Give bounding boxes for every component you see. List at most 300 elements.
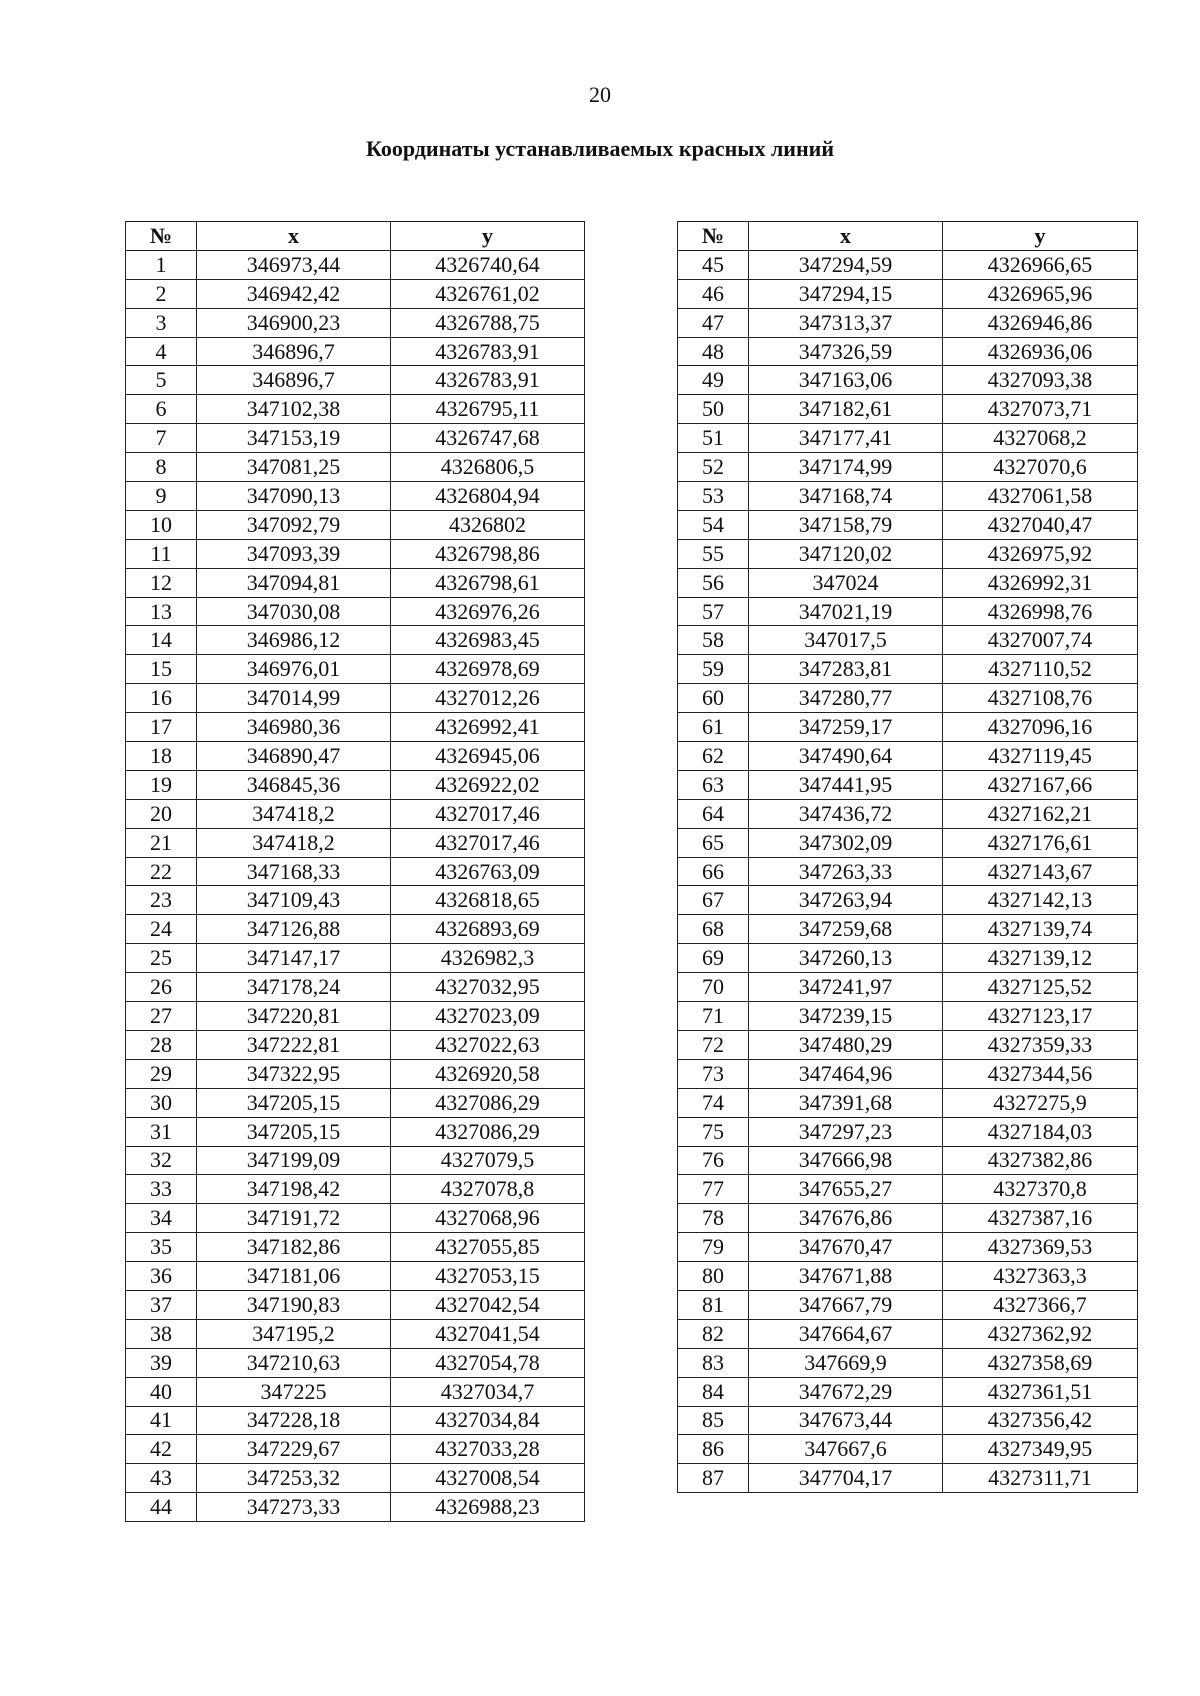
table-row: [126, 915, 585, 944]
cell-number: 56: [678, 568, 749, 597]
cell-y: 4327108,76: [943, 684, 1138, 713]
cell-y: 4326795,11: [391, 395, 585, 424]
cell-number: 9: [126, 482, 197, 511]
table-row: [126, 482, 585, 511]
table-row: [678, 684, 1138, 713]
cell-x: 347094,81: [197, 568, 391, 597]
cell-number: 10: [126, 510, 197, 539]
cell-number: 34: [126, 1204, 197, 1233]
cell-x: 347024: [749, 568, 943, 597]
table-row: [126, 1493, 585, 1522]
cell-number: 18: [126, 742, 197, 771]
page-number: 20: [589, 82, 611, 107]
cell-y: 4326763,09: [391, 857, 585, 886]
cell-x: 347655,27: [749, 1175, 943, 1204]
cell-number: 22: [126, 857, 197, 886]
cell-x: 347109,43: [197, 886, 391, 915]
cell-number: 37: [126, 1290, 197, 1319]
cell-number: 59: [678, 655, 749, 684]
cell-number: 39: [126, 1348, 197, 1377]
cell-number: 23: [126, 886, 197, 915]
cell-number: 48: [678, 337, 749, 366]
table-row: [678, 539, 1138, 568]
cell-number: 47: [678, 308, 749, 337]
cell-y: 4327358,69: [943, 1348, 1138, 1377]
cell-x: 347241,97: [749, 973, 943, 1002]
cell-number: 45: [678, 250, 749, 279]
table-row: [126, 308, 585, 337]
cell-number: 40: [126, 1377, 197, 1406]
cell-x: 346890,47: [197, 742, 391, 771]
cell-y: 4327366,7: [943, 1290, 1138, 1319]
table-row: [126, 250, 585, 279]
cell-x: 347322,95: [197, 1059, 391, 1088]
cell-number: 67: [678, 886, 749, 915]
cell-y: 4327017,46: [391, 799, 585, 828]
cell-number: 27: [126, 1002, 197, 1031]
table-row: [126, 1030, 585, 1059]
cell-y: 4327275,9: [943, 1088, 1138, 1117]
table-row: [126, 1348, 585, 1377]
table-row: [678, 857, 1138, 886]
cell-x: 347225: [197, 1377, 391, 1406]
cell-x: 347671,88: [749, 1262, 943, 1291]
table-row: [126, 886, 585, 915]
table-row: [678, 1204, 1138, 1233]
cell-x: 347181,06: [197, 1262, 391, 1291]
cell-x: 347480,29: [749, 1030, 943, 1059]
cell-y: 4327070,6: [943, 453, 1138, 482]
cell-x: 347205,15: [197, 1088, 391, 1117]
cell-y: 4327361,51: [943, 1377, 1138, 1406]
table-row: [126, 1290, 585, 1319]
cell-number: 72: [678, 1030, 749, 1059]
cell-x: 347090,13: [197, 482, 391, 511]
cell-number: 20: [126, 799, 197, 828]
cell-number: 30: [126, 1088, 197, 1117]
cell-x: 347153,19: [197, 424, 391, 453]
table-row: [126, 1464, 585, 1493]
cell-x: 347664,67: [749, 1319, 943, 1348]
table-row: [678, 713, 1138, 742]
table-row: [126, 279, 585, 308]
cell-x: 347263,33: [749, 857, 943, 886]
table-row: [678, 944, 1138, 973]
cell-x: 347120,02: [749, 539, 943, 568]
table-row: [126, 1262, 585, 1291]
table-row: [678, 1117, 1138, 1146]
cell-number: 65: [678, 828, 749, 857]
cell-number: 50: [678, 395, 749, 424]
cell-number: 15: [126, 655, 197, 684]
cell-y: 4327033,28: [391, 1435, 585, 1464]
table-row: [678, 568, 1138, 597]
cell-y: 4327139,74: [943, 915, 1138, 944]
cell-y: 4326988,23: [391, 1493, 585, 1522]
cell-number: 61: [678, 713, 749, 742]
cell-x: 347168,74: [749, 482, 943, 511]
column-header-x: x: [749, 222, 943, 251]
cell-y: 4327363,3: [943, 1262, 1138, 1291]
table-row: [678, 1464, 1138, 1493]
cell-y: 4326946,86: [943, 308, 1138, 337]
cell-x: 347669,9: [749, 1348, 943, 1377]
cell-number: 24: [126, 915, 197, 944]
table-row: [678, 1233, 1138, 1262]
table-row: [678, 655, 1138, 684]
table-row: [678, 1319, 1138, 1348]
cell-number: 11: [126, 539, 197, 568]
table-row: [678, 1290, 1138, 1319]
cell-x: 347259,68: [749, 915, 943, 944]
cell-x: 347313,37: [749, 308, 943, 337]
cell-number: 82: [678, 1319, 749, 1348]
cell-y: 4327359,33: [943, 1030, 1138, 1059]
table-row: [126, 366, 585, 395]
cell-number: 49: [678, 366, 749, 395]
cell-y: 4327369,53: [943, 1233, 1138, 1262]
table-row: [678, 510, 1138, 539]
table-row: [678, 366, 1138, 395]
cell-y: 4327079,5: [391, 1146, 585, 1175]
cell-y: 4326804,94: [391, 482, 585, 511]
cell-y: 4327012,26: [391, 684, 585, 713]
cell-number: 87: [678, 1464, 749, 1493]
cell-y: 4326945,06: [391, 742, 585, 771]
cell-number: 38: [126, 1319, 197, 1348]
cell-x: 347147,17: [197, 944, 391, 973]
table-row: [678, 799, 1138, 828]
cell-x: 347436,72: [749, 799, 943, 828]
column-header-number: №: [126, 222, 197, 251]
cell-number: 58: [678, 626, 749, 655]
cell-y: 4326975,92: [943, 539, 1138, 568]
table-row: [678, 973, 1138, 1002]
table-row: [678, 886, 1138, 915]
cell-y: 4326798,61: [391, 568, 585, 597]
cell-number: 86: [678, 1435, 749, 1464]
cell-y: 4326983,45: [391, 626, 585, 655]
table-row: [678, 1146, 1138, 1175]
cell-x: 347283,81: [749, 655, 943, 684]
table-row: [678, 626, 1138, 655]
cell-number: 63: [678, 770, 749, 799]
coordinates-table-left: [125, 221, 585, 1522]
cell-number: 16: [126, 684, 197, 713]
cell-x: 347190,83: [197, 1290, 391, 1319]
cell-x: 346896,7: [197, 337, 391, 366]
table-row: [678, 337, 1138, 366]
cell-number: 43: [126, 1464, 197, 1493]
table-row: [678, 1175, 1138, 1204]
cell-x: 347704,17: [749, 1464, 943, 1493]
cell-y: 4327162,21: [943, 799, 1138, 828]
cell-x: 347673,44: [749, 1406, 943, 1435]
table-row: [678, 1377, 1138, 1406]
table-row: [126, 1146, 585, 1175]
cell-number: 28: [126, 1030, 197, 1059]
cell-number: 78: [678, 1204, 749, 1233]
cell-number: 25: [126, 944, 197, 973]
cell-number: 81: [678, 1290, 749, 1319]
cell-number: 8: [126, 453, 197, 482]
cell-number: 55: [678, 539, 749, 568]
cell-y: 4327008,54: [391, 1464, 585, 1493]
cell-number: 44: [126, 1493, 197, 1522]
cell-y: 4326978,69: [391, 655, 585, 684]
cell-number: 66: [678, 857, 749, 886]
cell-y: 4327142,13: [943, 886, 1138, 915]
cell-x: 346976,01: [197, 655, 391, 684]
table-row: [678, 770, 1138, 799]
cell-number: 84: [678, 1377, 749, 1406]
column-header-y: y: [943, 222, 1138, 251]
cell-x: 346845,36: [197, 770, 391, 799]
cell-x: 347260,13: [749, 944, 943, 973]
cell-x: 347222,81: [197, 1030, 391, 1059]
cell-x: 347198,42: [197, 1175, 391, 1204]
cell-x: 347670,47: [749, 1233, 943, 1262]
cell-number: 46: [678, 279, 749, 308]
table-row: [678, 915, 1138, 944]
cell-number: 17: [126, 713, 197, 742]
table-row: [126, 684, 585, 713]
cell-number: 74: [678, 1088, 749, 1117]
table-row: [126, 973, 585, 1002]
cell-number: 70: [678, 973, 749, 1002]
cell-y: 4327034,84: [391, 1406, 585, 1435]
cell-x: 346980,36: [197, 713, 391, 742]
cell-y: 4327034,7: [391, 1377, 585, 1406]
page-title: Координаты устанавливаемых красных линий: [365, 136, 835, 161]
cell-y: 4326965,96: [943, 279, 1138, 308]
cell-x: 347391,68: [749, 1088, 943, 1117]
cell-y: 4326761,02: [391, 279, 585, 308]
cell-x: 347182,86: [197, 1233, 391, 1262]
table-row: [678, 1002, 1138, 1031]
cell-x: 346896,7: [197, 366, 391, 395]
table-row: [126, 1233, 585, 1262]
cell-y: 4327040,47: [943, 510, 1138, 539]
cell-y: 4327143,67: [943, 857, 1138, 886]
table-row: [678, 828, 1138, 857]
cell-number: 1: [126, 250, 197, 279]
cell-x: 347210,63: [197, 1348, 391, 1377]
cell-x: 347672,29: [749, 1377, 943, 1406]
cell-y: 4327387,16: [943, 1204, 1138, 1233]
cell-number: 14: [126, 626, 197, 655]
table-row: [678, 395, 1138, 424]
column-header-x: x: [197, 222, 391, 251]
cell-number: 68: [678, 915, 749, 944]
cell-x: 347030,08: [197, 597, 391, 626]
table-row: [678, 1435, 1138, 1464]
cell-y: 4327370,8: [943, 1175, 1138, 1204]
cell-x: 347259,17: [749, 713, 943, 742]
cell-x: 347093,39: [197, 539, 391, 568]
table-row: [126, 1175, 585, 1204]
table-row: [678, 597, 1138, 626]
table-row: [126, 713, 585, 742]
cell-y: 4327382,86: [943, 1146, 1138, 1175]
cell-x: 347021,19: [749, 597, 943, 626]
cell-y: 4327167,66: [943, 770, 1138, 799]
cell-x: 347126,88: [197, 915, 391, 944]
column-header-y: y: [391, 222, 585, 251]
cell-y: 4326798,86: [391, 539, 585, 568]
cell-x: 347294,15: [749, 279, 943, 308]
cell-x: 347177,41: [749, 424, 943, 453]
cell-number: 83: [678, 1348, 749, 1377]
cell-y: 4326998,76: [943, 597, 1138, 626]
cell-x: 347667,6: [749, 1435, 943, 1464]
cell-number: 52: [678, 453, 749, 482]
cell-number: 2: [126, 279, 197, 308]
cell-number: 19: [126, 770, 197, 799]
cell-number: 71: [678, 1002, 749, 1031]
cell-y: 4326976,26: [391, 597, 585, 626]
cell-y: 4327176,61: [943, 828, 1138, 857]
table-row: [678, 482, 1138, 511]
table-row: [126, 1319, 585, 1348]
cell-y: 4327123,17: [943, 1002, 1138, 1031]
table-row: [126, 453, 585, 482]
cell-y: 4327068,2: [943, 424, 1138, 453]
cell-number: 54: [678, 510, 749, 539]
cell-y: 4327041,54: [391, 1319, 585, 1348]
table-row: [678, 279, 1138, 308]
cell-y: 4326992,31: [943, 568, 1138, 597]
cell-y: 4327311,71: [943, 1464, 1138, 1493]
cell-x: 347174,99: [749, 453, 943, 482]
cell-number: 12: [126, 568, 197, 597]
cell-x: 347326,59: [749, 337, 943, 366]
cell-y: 4326982,3: [391, 944, 585, 973]
cell-x: 347205,15: [197, 1117, 391, 1146]
cell-y: 4327125,52: [943, 973, 1138, 1002]
cell-y: 4327362,92: [943, 1319, 1138, 1348]
cell-y: 4326802: [391, 510, 585, 539]
coordinates-table-right: [677, 221, 1138, 1493]
cell-x: 346942,42: [197, 279, 391, 308]
table-row: [678, 250, 1138, 279]
cell-y: 4327055,85: [391, 1233, 585, 1262]
table-row: [126, 799, 585, 828]
cell-y: 4327054,78: [391, 1348, 585, 1377]
cell-y: 4327073,71: [943, 395, 1138, 424]
cell-y: 4327096,16: [943, 713, 1138, 742]
table-row: [126, 539, 585, 568]
cell-number: 69: [678, 944, 749, 973]
cell-x: 347280,77: [749, 684, 943, 713]
cell-x: 347199,09: [197, 1146, 391, 1175]
cell-number: 33: [126, 1175, 197, 1204]
table-row: [126, 337, 585, 366]
cell-y: 4327053,15: [391, 1262, 585, 1291]
cell-y: 4327086,29: [391, 1117, 585, 1146]
table-row: [126, 1059, 585, 1088]
table-row: [678, 1348, 1138, 1377]
table-row: [126, 1117, 585, 1146]
cell-number: 26: [126, 973, 197, 1002]
table-header-row: [678, 222, 1138, 251]
table-body-right: [678, 250, 1138, 1492]
cell-number: 5: [126, 366, 197, 395]
table-row: [126, 1406, 585, 1435]
table-row: [126, 770, 585, 799]
table-row: [126, 395, 585, 424]
cell-y: 4326747,68: [391, 424, 585, 453]
cell-number: 53: [678, 482, 749, 511]
cell-number: 73: [678, 1059, 749, 1088]
cell-y: 4327032,95: [391, 973, 585, 1002]
cell-x: 347297,23: [749, 1117, 943, 1146]
cell-y: 4327184,03: [943, 1117, 1138, 1146]
table-row: [126, 742, 585, 771]
table-row: [126, 1435, 585, 1464]
cell-number: 41: [126, 1406, 197, 1435]
cell-x: 347081,25: [197, 453, 391, 482]
table-row: [126, 1377, 585, 1406]
cell-y: 4327093,38: [943, 366, 1138, 395]
table-row: [126, 597, 585, 626]
cell-x: 347168,33: [197, 857, 391, 886]
cell-x: 347014,99: [197, 684, 391, 713]
cell-x: 347229,67: [197, 1435, 391, 1464]
cell-number: 31: [126, 1117, 197, 1146]
cell-number: 64: [678, 799, 749, 828]
cell-number: 75: [678, 1117, 749, 1146]
cell-y: 4327086,29: [391, 1088, 585, 1117]
cell-y: 4327007,74: [943, 626, 1138, 655]
table-body-left: [126, 250, 585, 1521]
cell-y: 4327023,09: [391, 1002, 585, 1031]
table-row: [126, 510, 585, 539]
cell-x: 347239,15: [749, 1002, 943, 1031]
cell-x: 347092,79: [197, 510, 391, 539]
cell-number: 6: [126, 395, 197, 424]
cell-y: 4327017,46: [391, 828, 585, 857]
table-row: [678, 742, 1138, 771]
cell-y: 4326992,41: [391, 713, 585, 742]
cell-y: 4326806,5: [391, 453, 585, 482]
cell-x: 346973,44: [197, 250, 391, 279]
table-row: [126, 944, 585, 973]
table-row: [126, 828, 585, 857]
column-header-number: №: [678, 222, 749, 251]
cell-x: 347178,24: [197, 973, 391, 1002]
cell-y: 4327110,52: [943, 655, 1138, 684]
cell-number: 62: [678, 742, 749, 771]
cell-x: 347182,61: [749, 395, 943, 424]
cell-x: 347302,09: [749, 828, 943, 857]
cell-number: 85: [678, 1406, 749, 1435]
cell-y: 4327356,42: [943, 1406, 1138, 1435]
cell-y: 4327022,63: [391, 1030, 585, 1059]
cell-x: 347666,98: [749, 1146, 943, 1175]
cell-y: 4327139,12: [943, 944, 1138, 973]
table-row: [678, 1262, 1138, 1291]
table-row: [126, 424, 585, 453]
cell-x: 347102,38: [197, 395, 391, 424]
table-row: [678, 1088, 1138, 1117]
cell-x: 347228,18: [197, 1406, 391, 1435]
cell-x: 347253,32: [197, 1464, 391, 1493]
table-row: [678, 1406, 1138, 1435]
cell-y: 4327068,96: [391, 1204, 585, 1233]
cell-x: 347263,94: [749, 886, 943, 915]
cell-number: 60: [678, 684, 749, 713]
